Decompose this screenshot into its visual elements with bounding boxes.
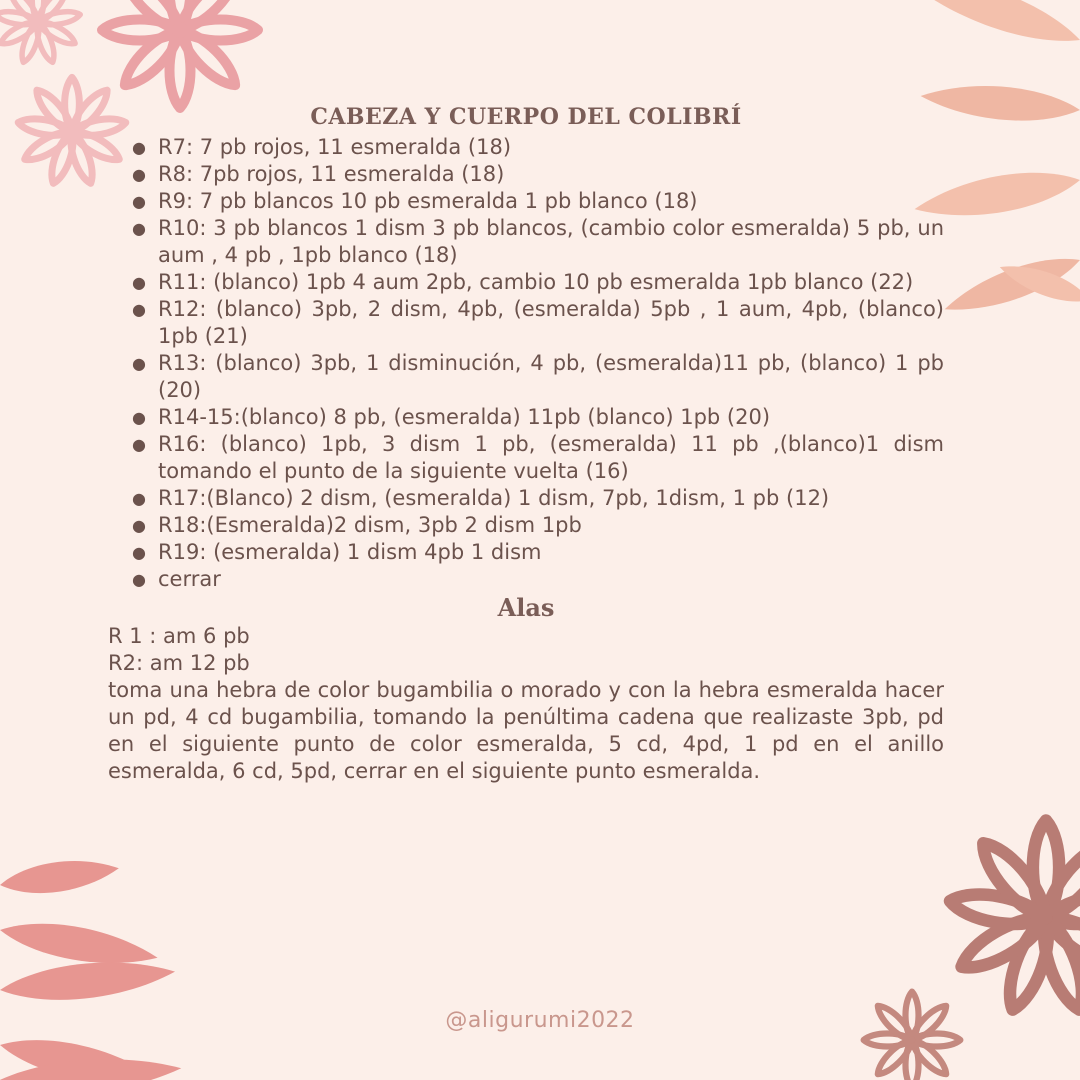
round-text: R19: (esmeralda) 1 dism 4pb 1 dism (158, 540, 542, 564)
bullet-icon: ● (132, 165, 146, 184)
list-item (132, 566, 944, 593)
list-item (132, 215, 944, 269)
bullet-icon: ● (132, 489, 146, 508)
wing-round-1: R 1 : am 6 pb (108, 624, 250, 648)
list-item (132, 296, 944, 350)
rounds-list (108, 134, 944, 593)
list-item (132, 431, 944, 485)
bullet-icon: ● (132, 408, 146, 427)
section-title-alas: Alas (497, 593, 555, 622)
wing-instructions: toma una hebra de color bugambilia o morado y con la hebra esmeralda hacer un pd, 4 cd bugambilia, tomando la penúltima cadena que realizaste 3pb, pd en el siguiente punto de color esmeralda, 5 cd, 4pd, 1 pd en el anillo esmeralda, 6 cd, 5pd, cerrar en el siguiente punto esmeralda. (108, 678, 944, 783)
bullet-icon: ● (132, 219, 146, 238)
list-item (132, 350, 944, 404)
list-item (132, 485, 944, 512)
list-item (132, 161, 944, 188)
round-text: R16: (blanco) 1pb, 3 dism 1 pb, (esmeralda) 11 pb ,(blanco)1 dism tomando el punto de la siguiente vuelta (16) (158, 432, 944, 483)
wing-round-2: R2: am 12 pb (108, 651, 250, 675)
bullet-icon: ● (132, 138, 146, 157)
round-text: R10: 3 pb blancos 1 dism 3 pb blancos, (cambio color esmeralda) 5 pb, un aum , 4 pb , 1pb blanco (18) (158, 216, 944, 267)
list-item (132, 512, 944, 539)
bullet-icon: ● (132, 354, 146, 373)
flower-top-left-large (102, 0, 258, 108)
list-item (132, 404, 944, 431)
flower-top-left-small (0, 0, 81, 64)
round-text: R18:(Esmeralda)2 dism, 3pb 2 dism 1pb (158, 513, 582, 537)
round-text: R11: (blanco) 1pb 4 aum 2pb, cambio 10 pb esmeralda 1pb blanco (22) (158, 270, 914, 294)
flower-bottom-right-large (948, 821, 1080, 1015)
flower-bottom-right-small (864, 992, 961, 1080)
section-title-cabeza-cuerpo: CABEZA Y CUERPO DEL COLIBRÍ (310, 104, 742, 130)
round-text: R14-15:(blanco) 8 pb, (esmeralda) 11pb (blanco) 1pb (20) (158, 405, 771, 429)
bullet-icon: ● (132, 435, 146, 454)
leaf-branch-bottom-left (0, 854, 183, 1080)
round-text: R12: (blanco) 3pb, 2 dism, 4pb, (esmeralda) 5pb , 1 aum, 4pb, (blanco) 1pb (21) (158, 297, 944, 348)
list-item (132, 188, 944, 215)
round-text: R17:(Blanco) 2 dism, (esmeralda) 1 dism, 7pb, 1dism, 1 pb (12) (158, 486, 830, 510)
list-item (132, 539, 944, 566)
author-handle: @aligurumi2022 (445, 1008, 635, 1033)
bullet-icon: ● (132, 300, 146, 319)
list-item (132, 269, 944, 296)
round-text: cerrar (158, 567, 221, 591)
round-text: R7: 7 pb rojos, 11 esmeralda (18) (158, 135, 512, 159)
bullet-icon: ● (132, 516, 146, 535)
bullet-icon: ● (132, 192, 146, 211)
round-text: R13: (blanco) 3pb, 1 disminución, 4 pb, (esmeralda)11 pb, (blanco) 1 pb (20) (158, 351, 944, 402)
round-text: R9: 7 pb blancos 10 pb esmeralda 1 pb blanco (18) (158, 189, 698, 213)
bullet-icon: ● (132, 273, 146, 292)
pattern-content (108, 100, 944, 785)
bullet-icon: ● (132, 570, 146, 589)
round-text: R8: 7pb rojos, 11 esmeralda (18) (158, 162, 505, 186)
bullet-icon: ● (132, 543, 146, 562)
list-item (132, 134, 944, 161)
